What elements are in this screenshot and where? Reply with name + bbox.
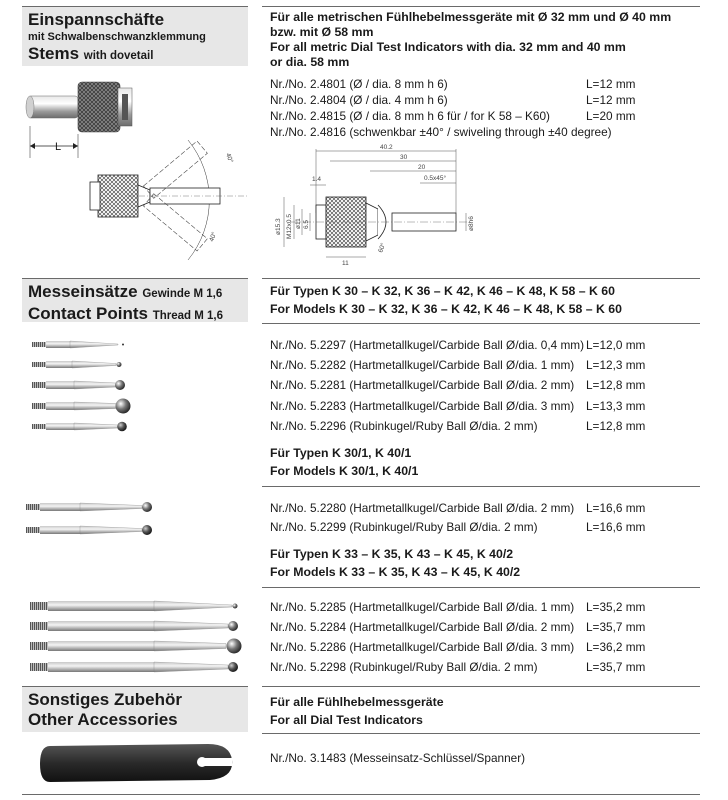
separator (262, 587, 700, 588)
contact-point-5-2283 (32, 399, 131, 414)
accessories-header-box (22, 686, 248, 732)
drawing-angle-top: 40° (224, 152, 235, 164)
contact-points-long-photo (22, 592, 262, 678)
list-item: Nr./No. 5.2283 (Hartmetallkugel/Carbide Ball Ø/dia. 3 mm) L=13,3 mm (270, 399, 646, 413)
dim-30: 30 (400, 154, 408, 161)
dim-15-3: ø15.3 (275, 218, 282, 235)
stem-photo-label: L (55, 141, 62, 153)
dim-40-2: 40.2 (380, 144, 393, 151)
dim-8h6: ø8h6 (468, 216, 475, 231)
contact-point-5-2280 (26, 502, 152, 512)
separator (262, 733, 700, 734)
separator (262, 686, 700, 687)
swivel-stem-drawing (88, 130, 258, 275)
contact-point-5-2282 (32, 361, 122, 368)
stems-desc-line1: Für alle metrischen Fühlhebelmessgeräte mit Ø 32 mm und Ø 40 mm (270, 10, 672, 24)
dim-11-a: ø11 (295, 218, 302, 229)
stems-desc-line4: or dia. 58 mm (270, 55, 350, 69)
list-item: Nr./No. 5.2299 (Rubinkugel/Ruby Ball Ø/dia. 2 mm) L=16,6 mm (270, 520, 646, 534)
separator (262, 323, 700, 324)
list-item: Nr./No. 5.2296 (Rubinkugel/Ruby Ball Ø/dia. 2 mm) L=12,8 mm (270, 419, 646, 433)
dim-20: 20 (418, 164, 426, 171)
group-3-heading: Für Typen K 33 – K 35, K 43 – K 45, K 40/2 For Models K 33 – K 35, K 43 – K 45, K 40/2 (270, 547, 521, 579)
contact-points-short-photo (22, 330, 262, 440)
dim-1-4: 1.4 (312, 176, 322, 183)
bottom-rule (22, 794, 700, 795)
contact-points-header-box (22, 278, 248, 322)
list-item: Nr./No. 2.4804 (Ø / dia. 4 mm h 6) L=12 mm (270, 93, 636, 107)
contact-point-5-2284 (30, 621, 238, 631)
list-item: Nr./No. 5.2281 (Hartmetallkugel/Carbide Ball Ø/dia. 2 mm) L=12,8 mm (270, 378, 646, 392)
dim-11-b: 11 (342, 260, 349, 267)
drawing-angle-bottom: 40° (208, 231, 219, 243)
accessories-title-de: Sonstiges Zubehör (28, 690, 182, 709)
list-item: Nr./No. 3.1483 (Messeinsatz-Schlüssel/Spanner) (270, 751, 526, 765)
stems-subtitle-de: mit Schwalbenschwanzklemmung (28, 31, 206, 43)
contact-point-5-2285 (30, 601, 238, 611)
contact-point-5-2297 (32, 341, 124, 348)
contact-points-medium-photo (22, 494, 262, 544)
dim-m12: M12x0.5 (286, 214, 293, 239)
contact-point-5-2286 (30, 639, 242, 654)
contact-title-de: Messeinsätze Gewinde M 1,6 (28, 282, 223, 301)
list-item: Nr./No. 2.4801 (Ø / dia. 8 mm h 6) L=12 mm (270, 77, 636, 91)
dim-60: 60° (377, 242, 388, 254)
list-item: Nr./No. 5.2285 (Hartmetallkugel/Carbide Ball Ø/dia. 1 mm) L=35,2 mm (270, 600, 646, 614)
stems-title-de: Einspannschäfte (28, 10, 165, 29)
stems-header-box (22, 6, 248, 66)
contact-point-5-2299 (26, 525, 152, 535)
contact-point-5-2298 (30, 662, 238, 672)
spanner-photo (38, 738, 238, 788)
list-item: Nr./No. 5.2284 (Hartmetallkugel/Carbide Ball Ø/dia. 2 mm) L=35,7 mm (270, 620, 646, 634)
dim-chamfer: 0.5x45° (424, 175, 447, 182)
stems-desc-line2: bzw. mit Ø 58 mm (270, 25, 374, 39)
contact-point-5-2281 (32, 380, 125, 390)
list-item: Nr./No. 5.2298 (Rubinkugel/Ruby Ball Ø/dia. 2 mm) L=35,7 mm (270, 660, 646, 674)
list-item: Nr./No. 5.2297 (Hartmetallkugel/Carbide Ball Ø/dia. 0,4 mm) L=12,0 mm (270, 338, 646, 352)
contact-point-5-2296 (32, 422, 127, 432)
list-item: Nr./No. 2.4815 (Ø / dia. 8 mm h 6 für / for K 58 – K60) L=20 mm (270, 109, 636, 123)
group-2-heading: Für Typen K 30/1, K 40/1 For Models K 30/1, K 40/1 (270, 446, 419, 478)
technical-drawing (270, 143, 490, 273)
separator (262, 486, 700, 487)
list-item: Nr./No. 5.2286 (Hartmetallkugel/Carbide Ball Ø/dia. 3 mm) L=36,2 mm (270, 640, 646, 654)
list-item: Nr./No. 5.2282 (Hartmetallkugel/Carbide Ball Ø/dia. 1 mm) L=12,3 mm (270, 358, 646, 372)
stems-desc-line3: For all metric Dial Test Indicators with dia. 32 mm and 40 mm (270, 40, 626, 54)
contact-title-en: Contact Points Thread M 1,6 (28, 304, 223, 323)
accessories-title-en: Other Accessories (28, 710, 178, 729)
list-item: Nr./No. 5.2280 (Hartmetallkugel/Carbide Ball Ø/dia. 2 mm) L=16,6 mm (270, 501, 646, 515)
group-1-heading: Für Typen K 30 – K 32, K 36 – K 42, K 46 – K 48, K 58 – K 60 For Models K 30 – K 32, K 36 – K 42, K 46 – K 48, K 58 – K 60 (270, 284, 622, 316)
stems-title-en: Stems with dovetail (28, 44, 154, 63)
accessories-description: Für alle Fühlhebelmessgeräte For all Dial Test Indicators (270, 695, 444, 727)
stems-description (262, 6, 700, 73)
dim-6-5: 6.5 (303, 219, 310, 229)
separator (262, 278, 700, 279)
list-item: Nr./No. 2.4816 (schwenkbar ±40° / swiveling through ±40 degree) (270, 125, 612, 139)
